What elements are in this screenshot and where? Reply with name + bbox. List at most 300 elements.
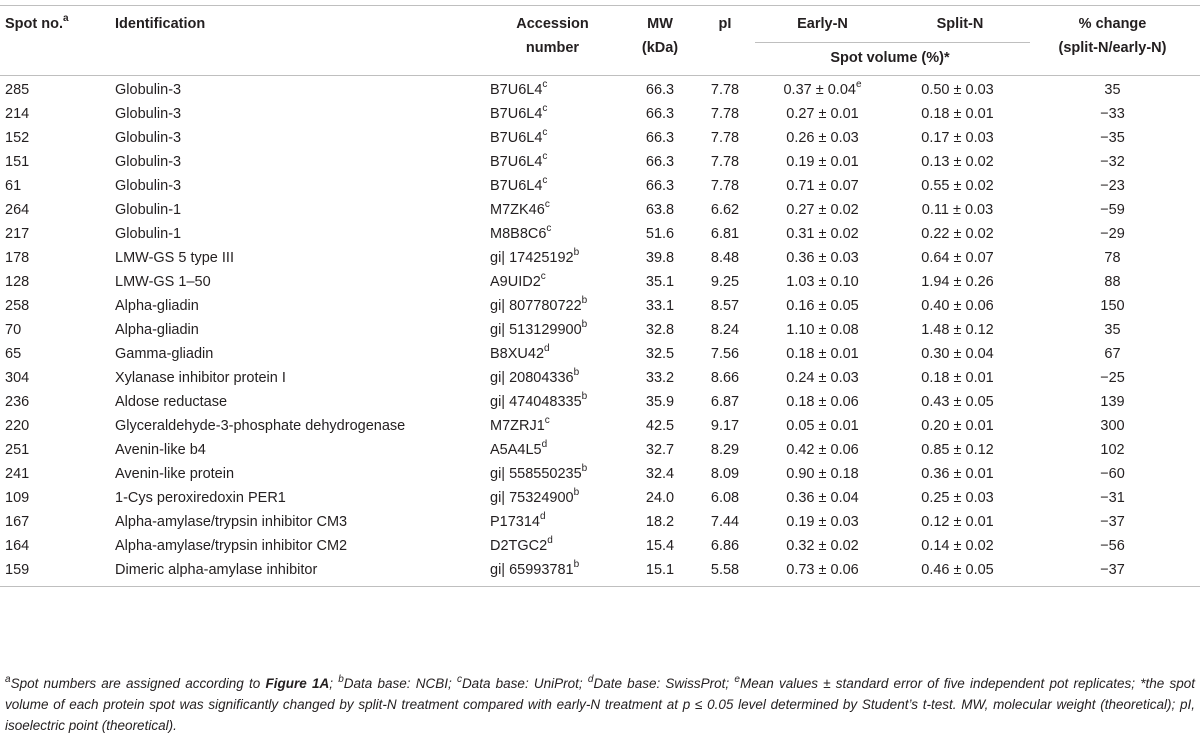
table-row [0, 318, 1200, 342]
cell-change [1025, 246, 1200, 270]
cell-early-n [755, 198, 890, 222]
footnote-marker: b [573, 487, 580, 499]
cell-mw-text: 66.3 [645, 130, 675, 146]
cell-spot [0, 126, 115, 150]
cell-mw [625, 270, 695, 294]
cell-pi [695, 486, 755, 510]
cell-pi-text: 6.87 [710, 394, 740, 410]
cell-identification-text: LMW-GS 1–50 [115, 274, 211, 290]
table-footnote: $^a$Spot numbers are assigned according to Figure 1A; $^b$Data base: NCBI; $^c$Data base: UniProt; $^d$Date base: SwissProt; $^e$Mean values ± standard error of five independent pot replicates; *the spot volume of each protein spot was significantly changed by split-N treatment compared with early-N treatment at p ≤ 0.05 level determined by Student’s t-test. MW, molecular weight (theoretical); pI, isoelectric point (theoretical). [5, 673, 1195, 733]
cell-early-n-text: 0.42 ± 0.06 [786, 442, 859, 458]
cell-spot-text: 220 [5, 418, 30, 434]
cell-pi [695, 76, 755, 103]
footnote-marker: b [581, 391, 588, 403]
cell-early-n [755, 558, 890, 587]
cell-split-n [890, 246, 1025, 270]
cell-spot-text: 264 [5, 202, 30, 218]
cell-change-text: −33 [1100, 106, 1125, 122]
cell-mw-text: 24.0 [645, 490, 675, 506]
cell-change [1025, 534, 1200, 558]
cell-split-n [890, 198, 1025, 222]
cell-change [1025, 438, 1200, 462]
cell-change [1025, 318, 1200, 342]
table-row [0, 174, 1200, 198]
cell-early-n [755, 246, 890, 270]
cell-early-n [755, 414, 890, 438]
cell-spot [0, 390, 115, 414]
cell-change [1025, 270, 1200, 294]
cell-identification [115, 486, 480, 510]
cell-spot-text: 217 [5, 226, 30, 242]
cell-split-n-text: 0.50 ± 0.03 [921, 82, 994, 98]
cell-split-n [890, 510, 1025, 534]
cell-change [1025, 342, 1200, 366]
cell-accession [480, 246, 625, 270]
cell-split-n [890, 174, 1025, 198]
cell-pi [695, 342, 755, 366]
cell-pi [695, 558, 755, 587]
cell-mw-text: 66.3 [645, 154, 675, 170]
cell-pi [695, 390, 755, 414]
cell-spot [0, 510, 115, 534]
cell-change-text: −31 [1100, 490, 1125, 506]
cell-change-text: −32 [1100, 154, 1125, 170]
cell-split-n [890, 462, 1025, 486]
cell-mw [625, 510, 695, 534]
footnote-marker: b [581, 463, 588, 475]
cell-identification [115, 342, 480, 366]
cell-change [1025, 198, 1200, 222]
cell-pi-text: 7.78 [710, 130, 740, 146]
cell-split-n-text: 0.18 ± 0.01 [921, 106, 994, 122]
cell-accession [480, 126, 625, 150]
cell-split-n [890, 270, 1025, 294]
cell-change [1025, 76, 1200, 103]
cell-spot-text: 151 [5, 154, 30, 170]
cell-accession [480, 294, 625, 318]
cell-identification [115, 438, 480, 462]
cell-identification [115, 414, 480, 438]
cell-early-n-text: 0.71 ± 0.07 [786, 178, 859, 194]
table-row [0, 558, 1200, 587]
cell-accession-text: B7U6L4 [490, 130, 543, 146]
cell-change-text: 150 [1100, 298, 1125, 314]
cell-identification-text: Avenin-like b4 [115, 442, 206, 458]
cell-early-n [755, 534, 890, 558]
cell-spot [0, 366, 115, 390]
cell-early-n-text: 0.36 ± 0.03 [786, 250, 859, 266]
cell-change-text: −56 [1100, 538, 1125, 554]
cell-split-n-text: 0.11 ± 0.03 [921, 202, 994, 218]
cell-change-text: 300 [1100, 418, 1125, 434]
cell-identification [115, 76, 480, 103]
cell-split-n-text: 0.55 ± 0.02 [921, 178, 994, 194]
cell-split-n [890, 486, 1025, 510]
cell-spot-text: 159 [5, 562, 30, 578]
cell-identification-text: Aldose reductase [115, 394, 228, 410]
cell-split-n [890, 76, 1025, 103]
cell-early-n [755, 294, 890, 318]
table-header [0, 6, 1200, 76]
cell-spot [0, 246, 115, 270]
cell-mw-text: 35.1 [645, 274, 675, 290]
table-row [0, 534, 1200, 558]
cell-accession [480, 150, 625, 174]
cell-split-n-text: 0.46 ± 0.05 [921, 562, 994, 578]
cell-identification [115, 390, 480, 414]
cell-identification-text: Avenin-like protein [115, 466, 235, 482]
cell-identification [115, 558, 480, 587]
cell-mw-text: 35.9 [645, 394, 675, 410]
cell-mw-text: 18.2 [645, 514, 675, 530]
cell-spot [0, 102, 115, 126]
cell-change-text: 35 [1104, 82, 1121, 98]
cell-identification-text: Globulin-3 [115, 130, 182, 146]
cell-pi [695, 150, 755, 174]
table-row [0, 366, 1200, 390]
cell-accession-text: P17314 [490, 514, 540, 530]
cell-identification-text: Globulin-1 [115, 202, 182, 218]
cell-pi [695, 438, 755, 462]
cell-identification-text: Gamma-gliadin [115, 346, 214, 362]
table-body [0, 76, 1200, 587]
cell-accession [480, 318, 625, 342]
cell-change-text: −29 [1100, 226, 1125, 242]
cell-early-n-text: 0.73 ± 0.06 [786, 562, 859, 578]
cell-accession [480, 102, 625, 126]
cell-split-n [890, 390, 1025, 414]
cell-early-n [755, 270, 890, 294]
cell-accession-text: B7U6L4 [490, 106, 543, 122]
cell-accession [480, 174, 625, 198]
cell-accession [480, 76, 625, 103]
cell-mw [625, 222, 695, 246]
cell-mw-text: 32.7 [645, 442, 675, 458]
cell-spot-text: 70 [5, 322, 22, 338]
cell-split-n-text: 0.25 ± 0.03 [921, 490, 994, 506]
cell-mw-text: 63.8 [645, 202, 675, 218]
cell-pi [695, 414, 755, 438]
cell-change-text: 88 [1104, 274, 1121, 290]
cell-early-n-text: 0.18 ± 0.06 [786, 394, 859, 410]
cell-change [1025, 390, 1200, 414]
cell-pi-text: 8.29 [710, 442, 740, 458]
cell-change-text: 102 [1100, 442, 1125, 458]
cell-spot-text: 241 [5, 466, 30, 482]
cell-identification-text: Alpha-amylase/trypsin inhibitor CM2 [115, 538, 348, 554]
cell-mw-text: 32.5 [645, 346, 675, 362]
cell-spot [0, 558, 115, 587]
cell-accession [480, 462, 625, 486]
cell-identification-text: Glyceraldehyde-3-phosphate dehydrogenase [115, 418, 406, 434]
cell-accession [480, 510, 625, 534]
cell-pi [695, 294, 755, 318]
cell-spot [0, 486, 115, 510]
cell-accession-text: D2TGC2 [490, 538, 548, 554]
cell-accession [480, 438, 625, 462]
cell-identification [115, 318, 480, 342]
cell-accession [480, 390, 625, 414]
footnote-marker: c [542, 79, 548, 91]
cell-change [1025, 222, 1200, 246]
cell-pi [695, 174, 755, 198]
cell-split-n-text: 0.18 ± 0.01 [921, 370, 994, 386]
cell-spot [0, 294, 115, 318]
cell-spot-text: 258 [5, 298, 30, 314]
cell-mw [625, 390, 695, 414]
footnote-marker: e [855, 79, 862, 91]
cell-early-n-text: 0.27 ± 0.02 [786, 202, 859, 218]
cell-early-n [755, 174, 890, 198]
cell-identification [115, 246, 480, 270]
cell-spot [0, 534, 115, 558]
cell-split-n-text: 0.17 ± 0.03 [921, 130, 994, 146]
cell-mw [625, 558, 695, 587]
cell-pi-text: 8.48 [710, 250, 740, 266]
cell-spot-text: 236 [5, 394, 30, 410]
cell-mw [625, 150, 695, 174]
cell-mw [625, 486, 695, 510]
footnote-marker: b [573, 559, 580, 571]
cell-change [1025, 294, 1200, 318]
header-accession: Accession number [480, 6, 625, 76]
cell-change [1025, 366, 1200, 390]
cell-mw [625, 366, 695, 390]
cell-identification-text: LMW-GS 5 type III [115, 250, 234, 266]
cell-split-n-text: 0.30 ± 0.04 [921, 346, 994, 362]
cell-spot-text: 178 [5, 250, 30, 266]
footnote-marker: c [542, 175, 548, 187]
cell-accession-text: gi| 807780722 [490, 298, 582, 314]
cell-mw-text: 33.1 [645, 298, 675, 314]
cell-spot-text: 304 [5, 370, 30, 386]
cell-mw-text: 32.4 [645, 466, 675, 482]
cell-pi-text: 8.57 [710, 298, 740, 314]
cell-spot [0, 414, 115, 438]
cell-early-n [755, 126, 890, 150]
cell-pi [695, 318, 755, 342]
cell-identification-text: Xylanase inhibitor protein I [115, 370, 286, 386]
cell-accession [480, 270, 625, 294]
cell-change-text: 78 [1104, 250, 1121, 266]
cell-change-text: −25 [1100, 370, 1125, 386]
cell-spot-text: 251 [5, 442, 30, 458]
cell-split-n [890, 366, 1025, 390]
cell-change [1025, 510, 1200, 534]
header-pi: pI [695, 6, 755, 76]
cell-early-n [755, 366, 890, 390]
cell-identification [115, 270, 480, 294]
cell-accession-text: M8B8C6 [490, 226, 547, 242]
header-spot-volume: Spot volume (%)* [755, 49, 1025, 76]
cell-mw-text: 15.1 [645, 562, 675, 578]
header-change: % change (split-N/early-N) [1025, 6, 1200, 76]
cell-split-n [890, 534, 1025, 558]
cell-split-n [890, 222, 1025, 246]
cell-mw [625, 438, 695, 462]
cell-mw [625, 198, 695, 222]
cell-mw [625, 462, 695, 486]
cell-pi-text: 8.24 [710, 322, 740, 338]
cell-early-n [755, 438, 890, 462]
cell-pi-text: 6.62 [710, 202, 740, 218]
cell-early-n [755, 318, 890, 342]
cell-spot-text: 65 [5, 346, 22, 362]
cell-change [1025, 414, 1200, 438]
table-row [0, 510, 1200, 534]
table-row [0, 414, 1200, 438]
cell-pi [695, 510, 755, 534]
header-split-n: Split-N [890, 6, 1025, 50]
cell-spot-text: 164 [5, 538, 30, 554]
cell-mw [625, 174, 695, 198]
cell-spot-text: 152 [5, 130, 30, 146]
cell-identification-text: Globulin-3 [115, 106, 182, 122]
cell-split-n [890, 294, 1025, 318]
cell-early-n [755, 222, 890, 246]
cell-early-n-text: 0.19 ± 0.01 [786, 154, 859, 170]
footnote-marker: b [573, 247, 580, 259]
header-mw: MW (kDa) [625, 6, 695, 76]
cell-early-n [755, 150, 890, 174]
cell-split-n [890, 102, 1025, 126]
cell-early-n-text: 1.03 ± 0.10 [786, 274, 859, 290]
table-row [0, 102, 1200, 126]
cell-pi [695, 102, 755, 126]
cell-mw-text: 66.3 [645, 82, 675, 98]
cell-mw-text: 51.6 [645, 226, 675, 242]
cell-change [1025, 462, 1200, 486]
cell-accession [480, 222, 625, 246]
cell-identification [115, 150, 480, 174]
cell-spot-text: 128 [5, 274, 30, 290]
footnote-marker: c [542, 127, 548, 139]
cell-split-n-text: 0.64 ± 0.07 [921, 250, 994, 266]
cell-change-text: −60 [1100, 466, 1125, 482]
cell-accession-text: gi| 474048335 [490, 394, 582, 410]
cell-pi-text: 9.25 [710, 274, 740, 290]
cell-split-n [890, 150, 1025, 174]
cell-split-n [890, 558, 1025, 587]
cell-split-n [890, 126, 1025, 150]
cell-identification-text: 1-Cys peroxiredoxin PER1 [115, 490, 286, 506]
cell-mw [625, 294, 695, 318]
header-spot: Spot no.$^a$ [0, 6, 115, 76]
footnote-marker: d [547, 535, 553, 547]
footnote-marker: d [541, 439, 548, 451]
cell-identification [115, 102, 480, 126]
cell-accession [480, 486, 625, 510]
cell-early-n-text: 0.32 ± 0.02 [786, 538, 859, 554]
cell-spot-text: 285 [5, 82, 30, 98]
table-row [0, 270, 1200, 294]
cell-split-n-text: 0.13 ± 0.02 [921, 154, 994, 170]
cell-accession [480, 414, 625, 438]
cell-accession-text: M7ZRJ1 [490, 418, 545, 434]
cell-accession-text: M7ZK46 [490, 202, 545, 218]
cell-pi-text: 7.78 [710, 82, 740, 98]
cell-spot [0, 318, 115, 342]
cell-identification [115, 366, 480, 390]
cell-change-text: 35 [1104, 322, 1121, 338]
cell-early-n-text: 0.36 ± 0.04 [786, 490, 859, 506]
cell-early-n [755, 462, 890, 486]
cell-change-text: 139 [1100, 394, 1125, 410]
cell-early-n [755, 390, 890, 414]
cell-pi [695, 462, 755, 486]
cell-identification-text: Alpha-gliadin [115, 322, 199, 338]
cell-change [1025, 558, 1200, 587]
cell-early-n-text: 0.90 ± 0.18 [786, 466, 859, 482]
footnote-marker: b [573, 367, 580, 379]
cell-change [1025, 174, 1200, 198]
cell-pi-text: 9.17 [710, 418, 740, 434]
footnote-marker: c [542, 151, 548, 163]
cell-mw-text: 42.5 [645, 418, 675, 434]
cell-identification [115, 534, 480, 558]
table-row [0, 222, 1200, 246]
cell-change [1025, 486, 1200, 510]
cell-split-n-text: 1.94 ± 0.26 [921, 274, 994, 290]
cell-pi [695, 534, 755, 558]
cell-pi-text: 7.78 [710, 178, 740, 194]
cell-accession-text: gi| 17425192 [490, 250, 574, 266]
cell-split-n-text: 0.14 ± 0.02 [921, 538, 994, 554]
cell-pi [695, 366, 755, 390]
cell-change [1025, 126, 1200, 150]
cell-pi-text: 7.78 [710, 154, 740, 170]
cell-early-n [755, 486, 890, 510]
cell-spot-text: 109 [5, 490, 30, 506]
cell-pi-text: 7.44 [710, 514, 740, 530]
cell-accession [480, 198, 625, 222]
table-row [0, 486, 1200, 510]
cell-spot-text: 167 [5, 514, 30, 530]
cell-mw [625, 414, 695, 438]
cell-split-n-text: 0.40 ± 0.06 [921, 298, 994, 314]
cell-identification [115, 198, 480, 222]
cell-mw-text: 33.2 [645, 370, 675, 386]
table-row [0, 294, 1200, 318]
footnote-marker: d [540, 511, 546, 523]
cell-split-n-text: 1.48 ± 0.12 [921, 322, 994, 338]
cell-change-text: −23 [1100, 178, 1125, 194]
cell-identification-text: Globulin-1 [115, 226, 182, 242]
cell-pi-text: 8.09 [710, 466, 740, 482]
cell-change-text: −37 [1100, 562, 1125, 578]
cell-spot [0, 76, 115, 103]
cell-change-text: 67 [1104, 346, 1121, 362]
cell-pi [695, 270, 755, 294]
table-row [0, 462, 1200, 486]
table-row [0, 246, 1200, 270]
cell-identification-text: Alpha-gliadin [115, 298, 199, 314]
cell-spot-text: 61 [5, 178, 22, 194]
cell-accession-text: gi| 558550235 [490, 466, 582, 482]
cell-pi [695, 198, 755, 222]
cell-early-n-text: 0.37 ± 0.04 [783, 82, 856, 98]
cell-split-n-text: 0.12 ± 0.01 [921, 514, 994, 530]
cell-spot [0, 198, 115, 222]
cell-mw-text: 32.8 [645, 322, 675, 338]
cell-spot [0, 270, 115, 294]
cell-accession-text: A5A4L5 [490, 442, 542, 458]
cell-pi [695, 246, 755, 270]
cell-mw [625, 246, 695, 270]
cell-mw [625, 102, 695, 126]
cell-accession-text: gi| 75324900 [490, 490, 574, 506]
cell-accession-text: B7U6L4 [490, 154, 543, 170]
